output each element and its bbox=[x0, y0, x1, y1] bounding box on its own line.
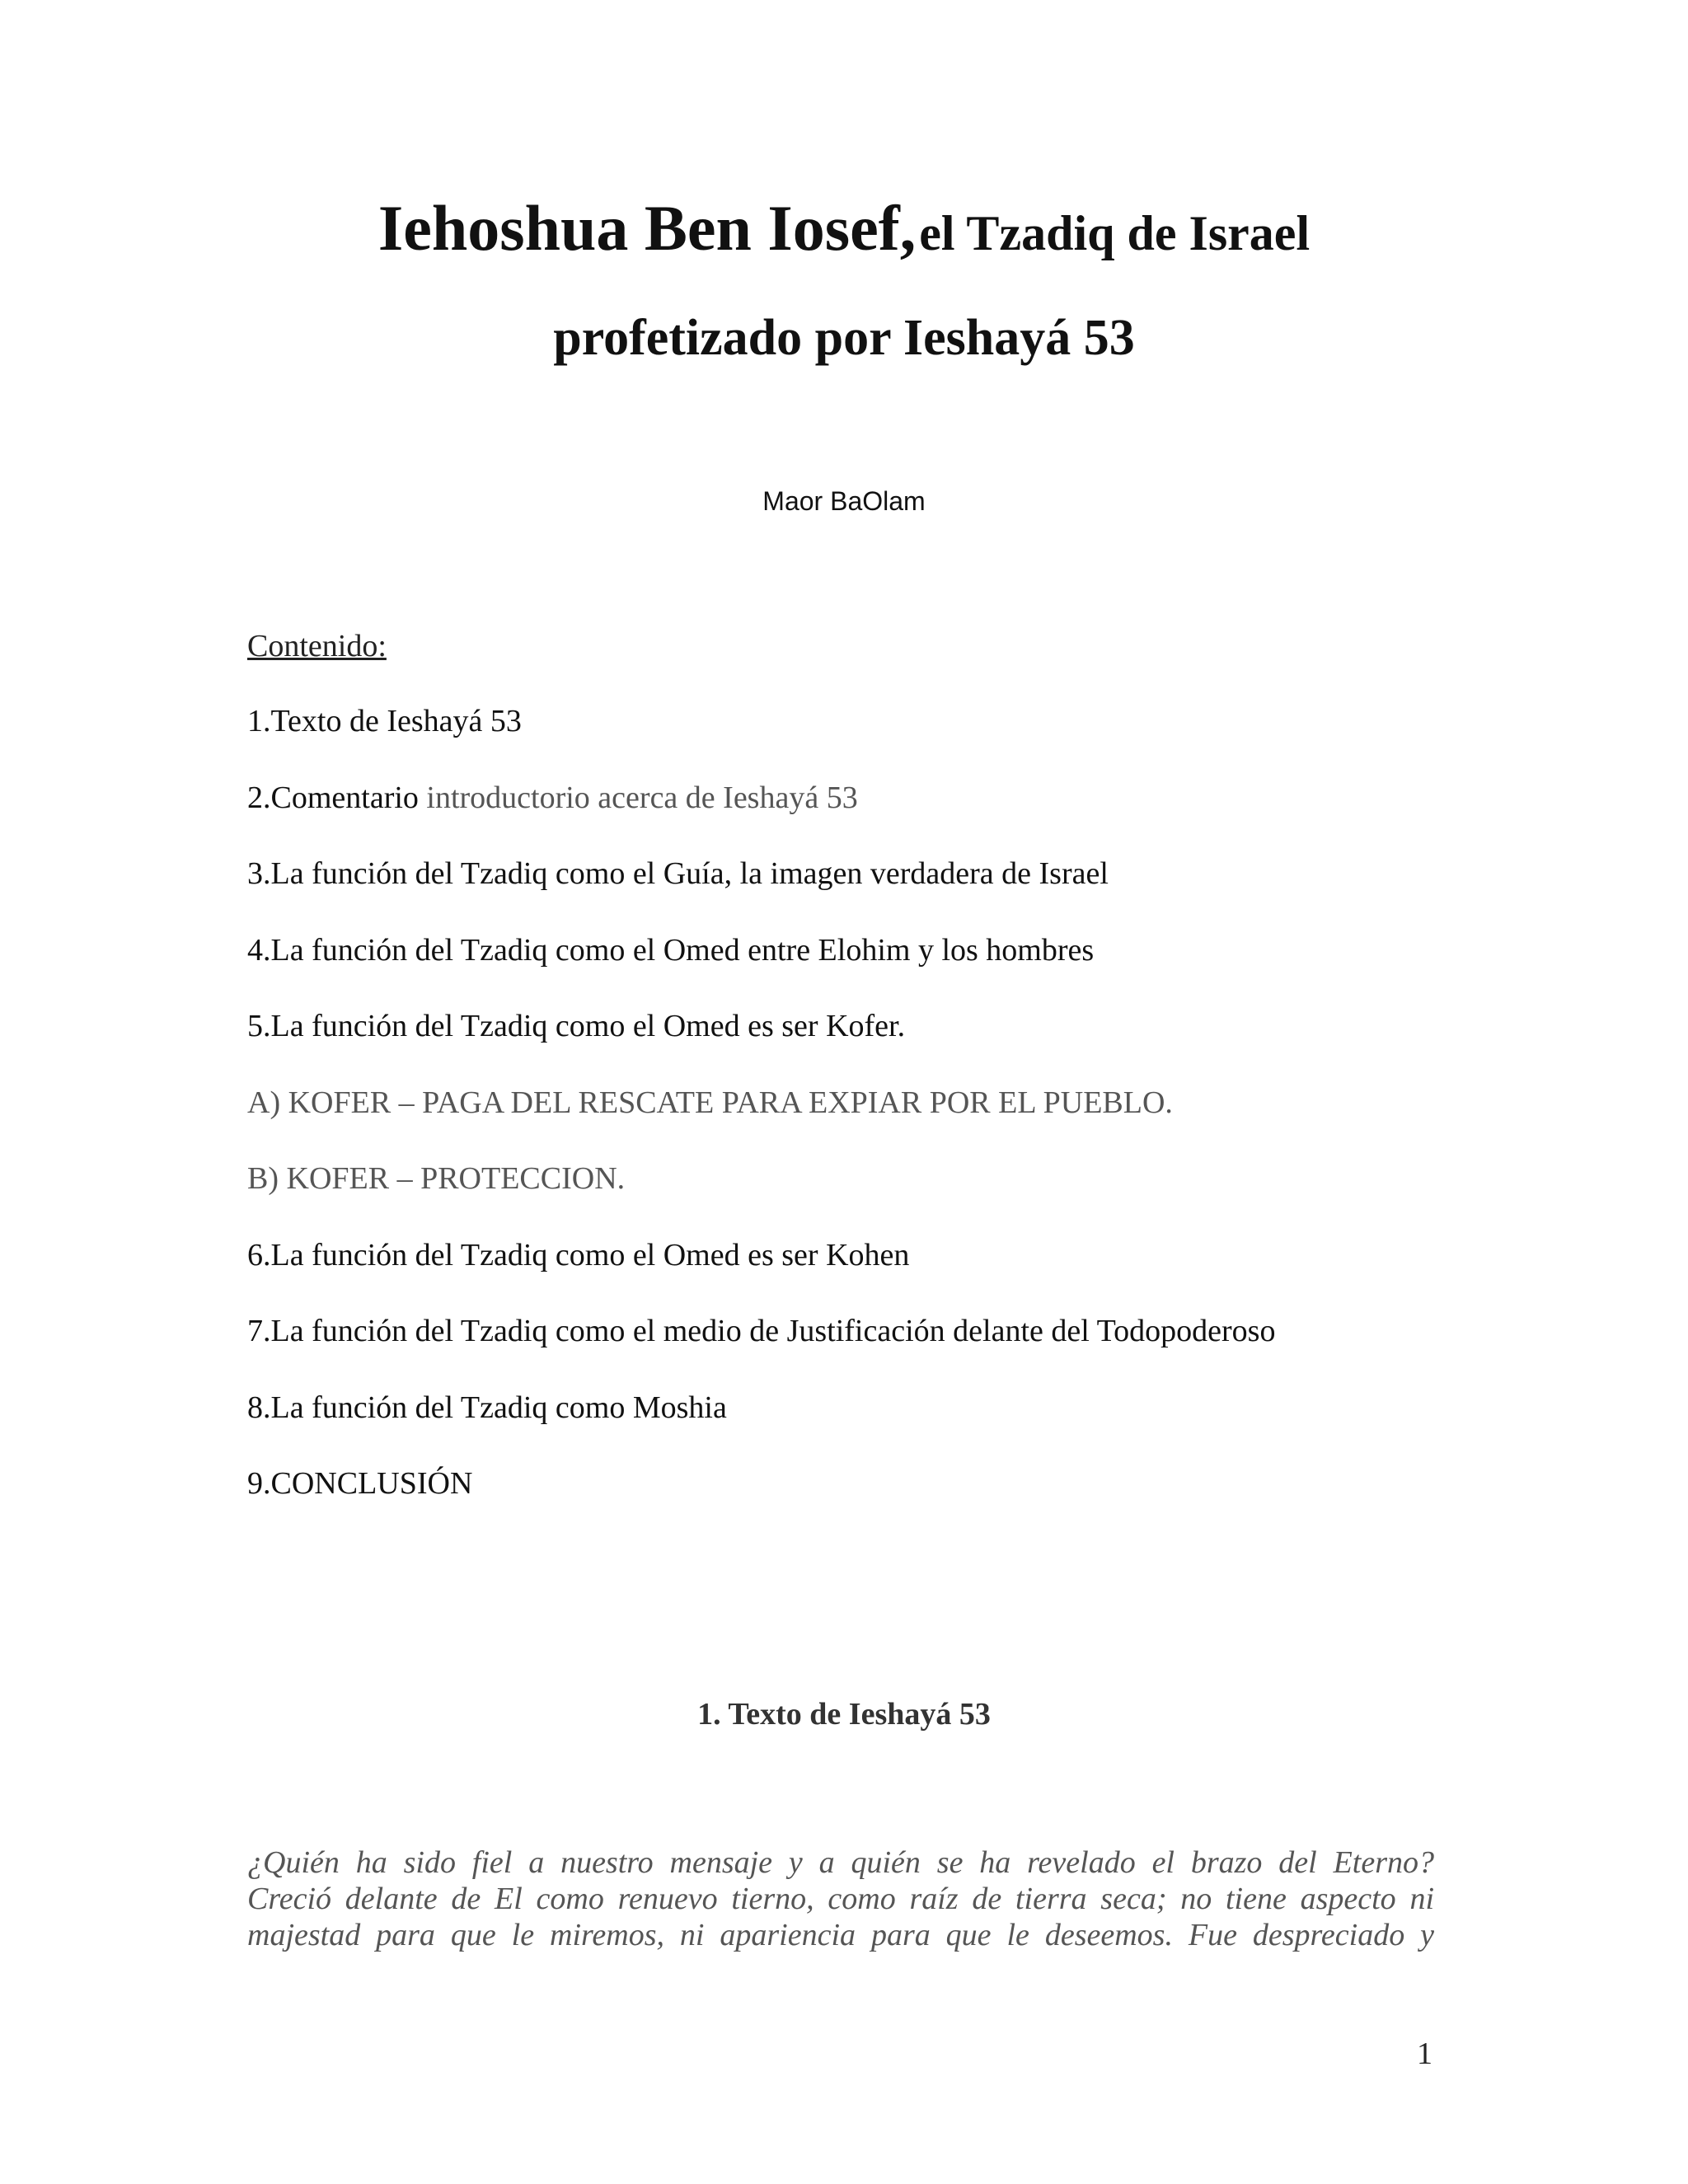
toc-subitem: B) KOFER – PROTECCION. bbox=[247, 1161, 626, 1196]
scripture-line: majestad para que le miremos, ni apariencia para que le deseemos. Fue despreciado y bbox=[247, 1918, 1434, 1952]
toc-item: 3.La función del Tzadiq como el Guía, la imagen verdadera de Israel bbox=[247, 856, 1109, 891]
toc-item: 8.La función del Tzadiq como Moshia bbox=[247, 1390, 727, 1425]
author-name: Maor BaOlam bbox=[762, 486, 926, 516]
section-heading: 1. Texto de Ieshayá 53 bbox=[697, 1697, 991, 1732]
scripture-line: ¿Quién ha sido fiel a nuestro mensaje y a quién se ha revelado el brazo del Eterno? bbox=[247, 1845, 1434, 1880]
scripture-line: Creció delante de El como renuevo tierno, como raíz de tierra seca; no tiene aspecto ni bbox=[247, 1882, 1434, 1916]
document-title bbox=[0, 191, 1688, 265]
toc-item: 7.La función del Tzadiq como el medio de Justificación delante del Todopoderoso bbox=[247, 1314, 1276, 1348]
toc-item bbox=[247, 779, 1442, 855]
page-number: 1 bbox=[1417, 2036, 1432, 2071]
toc-item: 6.La función del Tzadiq como el Omed es ser Kohen bbox=[247, 1237, 910, 1272]
toc-item-label: 2.Comentario bbox=[247, 780, 419, 815]
toc-heading: Contenido: bbox=[247, 629, 387, 663]
title-subtitle: el Tzadiq de Israel bbox=[919, 206, 1311, 260]
table-of-contents bbox=[247, 702, 1442, 1541]
toc-subitem: A) KOFER – PAGA DEL RESCATE PARA EXPIAR POR EL PUEBLO. bbox=[247, 1085, 1173, 1120]
toc-item: 4.La función del Tzadiq como el Omed entre Elohim y los hombres bbox=[247, 932, 1095, 968]
toc-item: 9.CONCLUSIÓN bbox=[247, 1466, 473, 1501]
title-main: Iehoshua Ben Iosef, bbox=[377, 192, 917, 264]
document-title-line2: profetizado por Ieshayá 53 bbox=[553, 310, 1135, 366]
toc-item: 1.Texto de Ieshayá 53 bbox=[247, 704, 522, 738]
scripture-text bbox=[247, 1844, 1434, 1953]
toc-item-label-cont: introductorio acerca de Ieshayá 53 bbox=[418, 780, 858, 815]
toc-item: 5.La función del Tzadiq como el Omed es ser Kofer. bbox=[247, 1009, 906, 1043]
